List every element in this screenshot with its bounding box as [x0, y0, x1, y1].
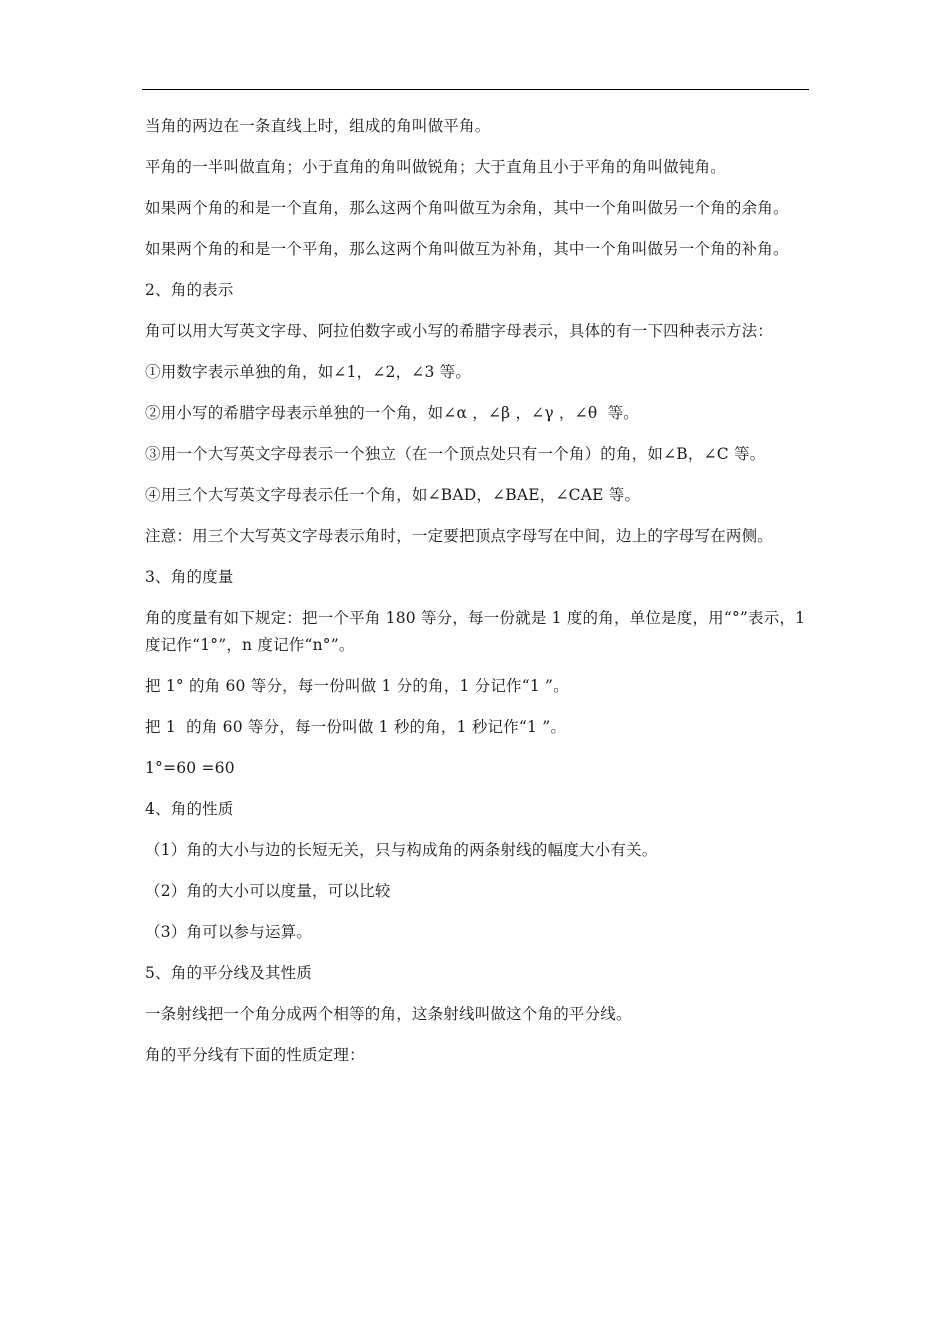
section-heading: 5、角的平分线及其性质	[145, 964, 313, 982]
list-item: ①用数字表示单独的角，如∠1，∠2，∠3 等。	[145, 363, 472, 381]
list-item: ②用小写的希腊字母表示单独的一个角，如∠α ，∠β ，∠γ ，∠θ 等。	[145, 404, 640, 422]
paragraph: 平角的一半叫做直角；小于直角的角叫做锐角；大于直角且小于平角的角叫做钝角。	[145, 158, 726, 176]
paragraph: 把 1 的角 60 等分，每一份叫做 1 秒的角，1 秒记作“1 ”。	[145, 718, 567, 736]
list-item: ④用三个大写英文字母表示任一个角，如∠BAD，∠BAE，∠CAE 等。	[145, 486, 641, 504]
list-item: （3）角可以参与运算。	[145, 923, 313, 941]
section-heading: 2、角的表示	[145, 281, 234, 299]
paragraph: 角的度量有如下规定：把一个平角 180 等分，每一份就是 1 度的角，单位是度，用“°”表示，1 度记作“1°”，n 度记作“n°”。	[145, 609, 811, 654]
document-body	[145, 113, 810, 1083]
paragraph: 一条射线把一个角分成两个相等的角，这条射线叫做这个角的平分线。	[145, 1005, 632, 1023]
list-item: ③用一个大写英文字母表示一个独立（在一个顶点处只有一个角）的角，如∠B，∠C 等。	[145, 445, 766, 463]
note: 注意：用三个大写英文字母表示角时，一定要把顶点字母写在中间，边上的字母写在两侧。	[145, 527, 774, 545]
paragraph: 把 1° 的角 60 等分，每一份叫做 1 分的角，1 分记作“1 ”。	[145, 677, 569, 695]
section-heading: 4、角的性质	[145, 800, 234, 818]
paragraph: 角的平分线有下面的性质定理：	[145, 1046, 365, 1064]
paragraph: 当角的两边在一条直线上时，组成的角叫做平角。	[145, 117, 491, 135]
paragraph: 如果两个角的和是一个平角，那么这两个角叫做互为补角，其中一个角叫做另一个角的补角。	[145, 240, 789, 258]
paragraph: 角可以用大写英文字母、阿拉伯数字或小写的希腊字母表示，具体的有一下四种表示方法：	[145, 322, 774, 340]
list-item: （1）角的大小与边的长短无关，只与构成角的两条射线的幅度大小有关。	[145, 841, 658, 859]
paragraph: 如果两个角的和是一个直角，那么这两个角叫做互为余角，其中一个角叫做另一个角的余角。	[145, 199, 789, 217]
header-rule	[142, 89, 809, 90]
formula: 1°=60 =60	[145, 759, 235, 777]
list-item: （2）角的大小可以度量，可以比较	[145, 882, 391, 900]
section-heading: 3、角的度量	[145, 568, 234, 586]
